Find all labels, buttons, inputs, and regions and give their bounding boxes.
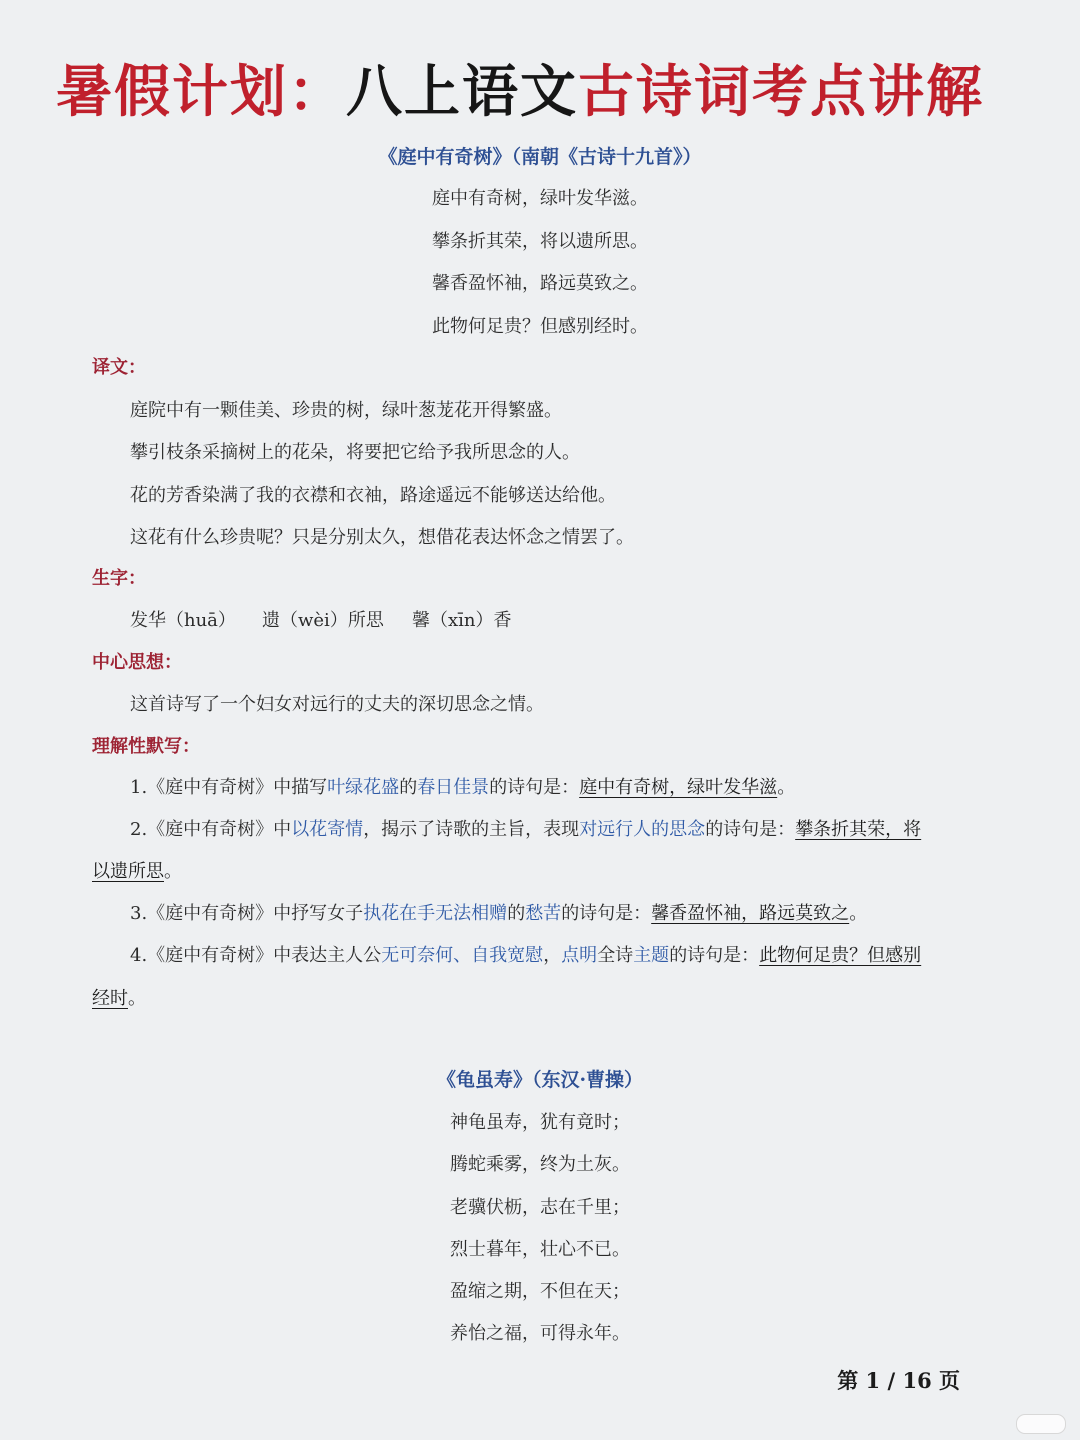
dictation-question-4-cont: 经时。 xyxy=(92,988,146,1009)
dictation-question-2-cont: 以遗所思。 xyxy=(92,861,182,882)
poem1-line: 庭中有奇树，绿叶发华滋。 xyxy=(432,188,648,209)
poem1-heading: 《庭中有奇树》（南朝《古诗十九首》） xyxy=(378,146,702,168)
title-part-1: 暑假计划： xyxy=(56,60,346,125)
keyword: 点明 xyxy=(561,945,598,966)
poem1-line: 馨香盈怀袖，路远莫致之。 xyxy=(432,273,648,294)
poem1-line: 此物何足贵？但感别经时。 xyxy=(432,316,648,337)
poem2-line: 烈士暮年，壮心不已。 xyxy=(450,1239,630,1260)
theme-label: 中心思想： xyxy=(92,652,182,673)
answer: 经时 xyxy=(92,988,128,1009)
poem2-line: 腾蛇乘雾，终为土灰。 xyxy=(450,1154,630,1175)
keyword: 春日佳景 xyxy=(417,777,490,798)
keyword: 对远行人的思念 xyxy=(579,819,706,840)
answer: 庭中有奇树，绿叶发华滋 xyxy=(579,777,778,798)
translation-line: 花的芳香染满了我的衣襟和衣袖，路途遥远不能够送达给他。 xyxy=(130,485,616,506)
vocab-item: 发华（huā） xyxy=(130,610,236,631)
page-number: 第 1 / 16 页 xyxy=(837,1368,960,1393)
answer: 馨香盈怀袖，路远莫致之 xyxy=(651,903,850,924)
keyword: 愁苦 xyxy=(525,903,562,924)
answer: 攀条折其荣，将 xyxy=(795,819,922,840)
poem2-line: 神龟虽寿，犹有竟时； xyxy=(450,1112,630,1133)
translation-line: 庭院中有一颗佳美、珍贵的树，绿叶葱茏花开得繁盛。 xyxy=(130,400,562,421)
poem2-line: 养怡之福，可得永年。 xyxy=(450,1323,630,1344)
watermark-logo xyxy=(1016,1414,1066,1434)
theme-text: 这首诗写了一个妇女对远行的丈夫的深切思念之情。 xyxy=(130,694,544,715)
poem2-line: 老骥伏枥，志在千里； xyxy=(450,1197,630,1218)
keyword: 无可奈何、自我宽慰 xyxy=(381,945,544,966)
dictation-question-1: 1.《庭中有奇树》中描写叶绿花盛的春日佳景的诗句是：庭中有奇树，绿叶发华滋。 xyxy=(130,777,796,798)
vocab-label: 生字： xyxy=(92,568,146,589)
keyword: 以花寄情 xyxy=(291,819,364,840)
translation-label: 译文： xyxy=(92,357,146,378)
keyword: 主题 xyxy=(633,945,670,966)
answer: 以遗所思 xyxy=(92,861,164,882)
poem2-heading: 《龟虽寿》（东汉·曹操） xyxy=(436,1069,644,1091)
dictation-question-4: 4.《庭中有奇树》中表达主人公无可奈何、自我宽慰，点明全诗主题的诗句是：此物何足贵？但感别 xyxy=(130,945,922,966)
translation-line: 这花有什么珍贵呢？只是分别太久，想借花表达怀念之情罢了。 xyxy=(130,527,634,548)
translation-line: 攀引枝条采摘树上的花朵，将要把它给予我所思念的人。 xyxy=(130,442,580,463)
keyword: 执花在手无法相赠 xyxy=(363,903,508,924)
page-title xyxy=(0,48,1040,128)
dictation-question-3: 3.《庭中有奇树》中抒写女子执花在手无法相赠的愁苦的诗句是：馨香盈怀袖，路远莫致之。 xyxy=(130,903,868,924)
title-part-3: 古诗词考点讲解 xyxy=(578,60,984,125)
dictation-question-2: 2.《庭中有奇树》中以花寄情，揭示了诗歌的主旨，表现对远行人的思念的诗句是：攀条折其荣，将 xyxy=(130,819,922,840)
poem2-line: 盈缩之期，不但在天； xyxy=(450,1281,630,1302)
title-part-2: 八上语文 xyxy=(346,60,578,125)
vocab-item: 馨（xīn）香 xyxy=(412,610,512,631)
answer: 此物何足贵？但感别 xyxy=(759,945,922,966)
dictation-label: 理解性默写： xyxy=(92,736,200,757)
vocab-item: 遗（wèi）所思 xyxy=(262,610,384,631)
keyword: 叶绿花盛 xyxy=(327,777,400,798)
poem1-line: 攀条折其荣，将以遗所思。 xyxy=(432,231,648,252)
